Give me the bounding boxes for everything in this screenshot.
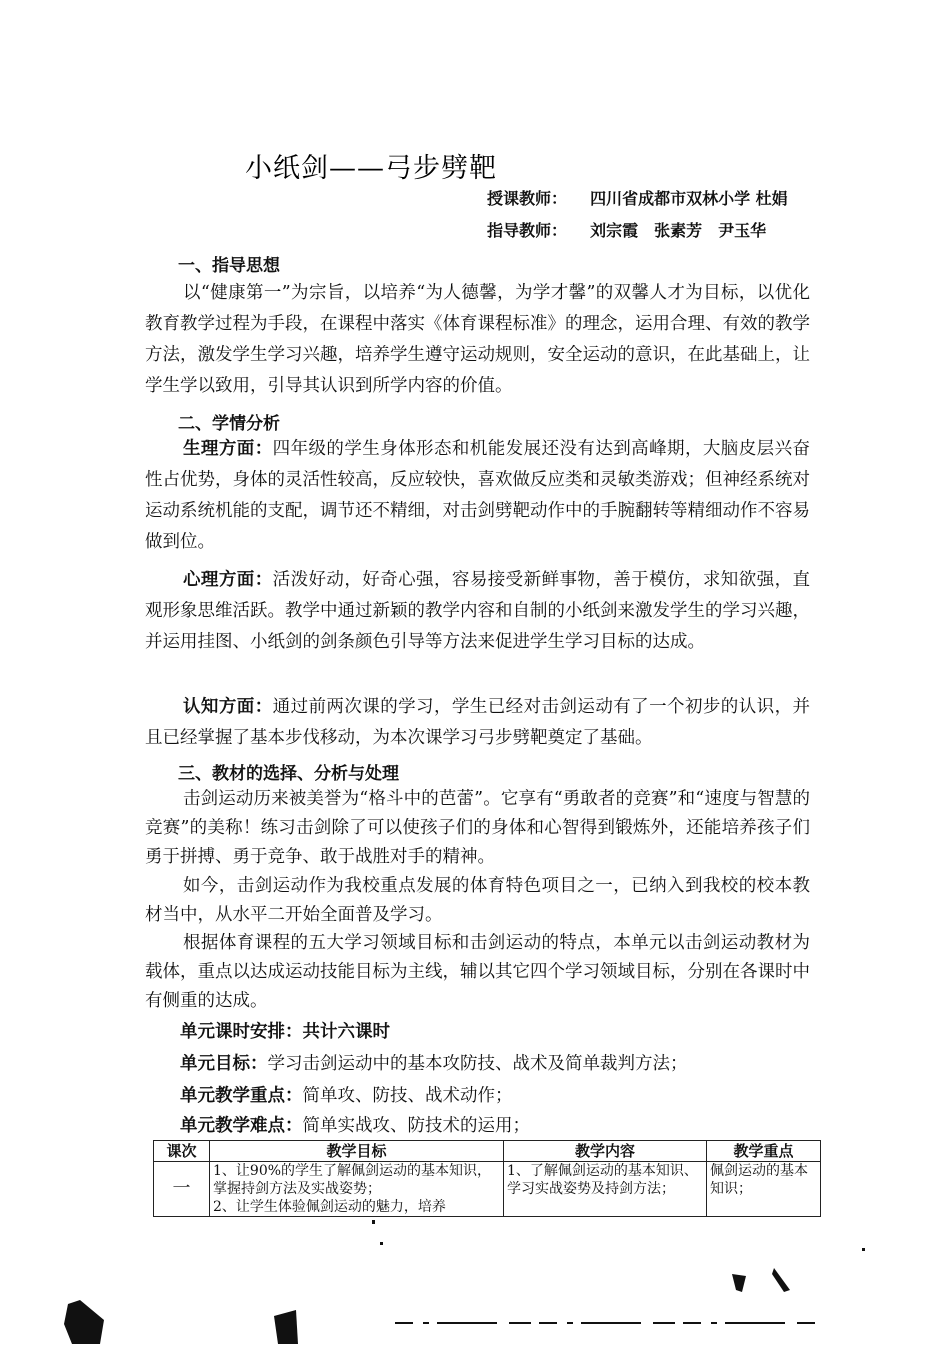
lesson-table xyxy=(153,1140,821,1217)
teacher-label: 授课教师： xyxy=(487,189,568,208)
table-header-row xyxy=(154,1141,821,1162)
lesson-goal xyxy=(210,1162,504,1217)
unit-key-text: 简单攻、防技、战术动作； xyxy=(302,1086,513,1106)
psych-paragraph xyxy=(145,565,810,658)
scan-blot xyxy=(270,1310,300,1344)
lesson-key: 佩剑运动的基本知识； xyxy=(707,1162,821,1217)
lesson-content: 1、了解佩剑运动的基本知识、学习实战姿势及持剑方法； xyxy=(504,1162,707,1217)
lesson-goal-2: 2、让学生体验佩剑运动的魅力，培养 xyxy=(213,1199,446,1215)
scan-speck xyxy=(862,1248,865,1251)
cognitive-label: 认知方面： xyxy=(183,697,273,717)
psych-label: 心理方面： xyxy=(183,570,273,590)
header-teaching-content: 教学内容 xyxy=(504,1141,707,1162)
scan-blot xyxy=(770,1268,792,1294)
section1-heading: 一、指导思想 xyxy=(178,256,280,276)
scan-speck xyxy=(372,1220,375,1224)
advisor-label: 指导教师： xyxy=(487,221,568,240)
table-row xyxy=(154,1162,821,1217)
unit-goal-label: 单元目标： xyxy=(180,1054,268,1074)
scan-blot-shape xyxy=(730,1272,748,1294)
scan-dash-line xyxy=(395,1321,815,1325)
lesson-goal-1: 1、让90%的学生了解佩剑运动的基本知识，掌握持剑方法及实战姿势； xyxy=(213,1163,492,1197)
header-teaching-goal: 教学目标 xyxy=(210,1141,504,1162)
section3-p1: 击剑运动历来被美誉为“格斗中的芭蕾”。它享有“勇敢者的竞赛”和“速度与智慧的竞赛”的美称！练习击剑除了可以使孩子们的身体和心智得到锻炼外，还能培养孩子们勇于拼搏、勇于竞争、敢于战胜对手的精神。 xyxy=(145,789,810,867)
advisor-line xyxy=(487,218,766,241)
teacher-value: 四川省成都市双林小学 杜娟 xyxy=(590,189,788,208)
unit-key-label: 单元教学重点： xyxy=(180,1086,303,1106)
psych-text: 活泼好动，好奇心强，容易接受新鲜事物，善于模仿，求知欲强，直观形象思维活跃。教学中通过新颖的教学内容和自制的小纸剑来激发学生的学习兴趣，并运用挂图、小纸剑的剑条颜色引导等方法来促进学生学习目标的达成。 xyxy=(145,570,811,652)
section3-heading: 三、教材的选择、分析与处理 xyxy=(178,764,399,784)
scan-blot xyxy=(60,1300,110,1344)
unit-goal-text: 学习击剑运动中的基本攻防技、战术及简单裁判方法； xyxy=(267,1054,688,1074)
unit-key xyxy=(180,1082,513,1107)
cognitive-paragraph xyxy=(145,692,810,754)
scan-blot xyxy=(730,1272,748,1294)
unit-diff-text: 简单实战攻、防技术的运用； xyxy=(302,1116,530,1136)
section1-text: 以“健康第一”为宗旨，以培养“为人德馨，为学才馨”的双馨人才为目标，以优化教育教学过程为手段，在课程中落实《体育课程标准》的理念，运用合理、有效的教学方法，激发学生学习兴趣，培养学生遵守运动规则，安全运动的意识，在此基础上，让学生学以致用，引导其认识到所学内容的价值。 xyxy=(145,283,810,396)
section3-p3: 根据体育课程的五大学习领域目标和击剑运动的特点，本单元以击剑运动教材为载体，重点以达成运动技能目标为主线，辅以其它四个学习领域目标，分别在各课时中有侧重的达成。 xyxy=(145,933,810,1011)
physio-text: 四年级的学生身体形态和机能发展还没有达到高峰期，大脑皮层兴奋性占优势，身体的灵活性较高，反应较快，喜欢做反应类和灵敏类游戏；但神经系统对运动系统机能的支配，调节还不精细，对击剑劈靶动作中的手腕翻转等精细动作不容易做到位。 xyxy=(145,439,811,552)
page-title: 小纸剑——弓步劈靶 xyxy=(245,153,497,184)
header-lesson-number: 课次 xyxy=(154,1141,210,1162)
unit-diff-label: 单元教学难点： xyxy=(180,1116,303,1136)
unit-goal xyxy=(180,1050,688,1075)
unit-schedule: 单元课时安排：共计六课时 xyxy=(180,1022,390,1042)
scan-speck xyxy=(380,1242,400,1245)
lesson-number: 一 xyxy=(154,1162,210,1217)
section3-p2: 如今，击剑运动作为我校重点发展的体育特色项目之一，已纳入到我校的校本教材当中，从水平二开始全面普及学习。 xyxy=(145,876,810,925)
unit-difficulty xyxy=(180,1112,530,1137)
scan-blot-shape xyxy=(270,1310,300,1344)
scan-dashes xyxy=(395,1310,815,1314)
scan-blot-shape xyxy=(770,1268,792,1294)
physio-paragraph xyxy=(145,434,810,558)
scan-blot-shape xyxy=(60,1300,110,1344)
section2-heading: 二、学情分析 xyxy=(178,414,280,434)
physio-label: 生理方面： xyxy=(183,439,273,459)
teacher-line xyxy=(487,186,788,209)
header-teaching-key: 教学重点 xyxy=(707,1141,821,1162)
advisor-value: 刘宗霞 张素芳 尹玉华 xyxy=(590,221,767,240)
cognitive-text: 通过前两次课的学习，学生已经对击剑运动有了一个初步的认识，并且已经掌握了基本步伐移动，为本次课学习弓步劈靶奠定了基础。 xyxy=(145,697,811,748)
